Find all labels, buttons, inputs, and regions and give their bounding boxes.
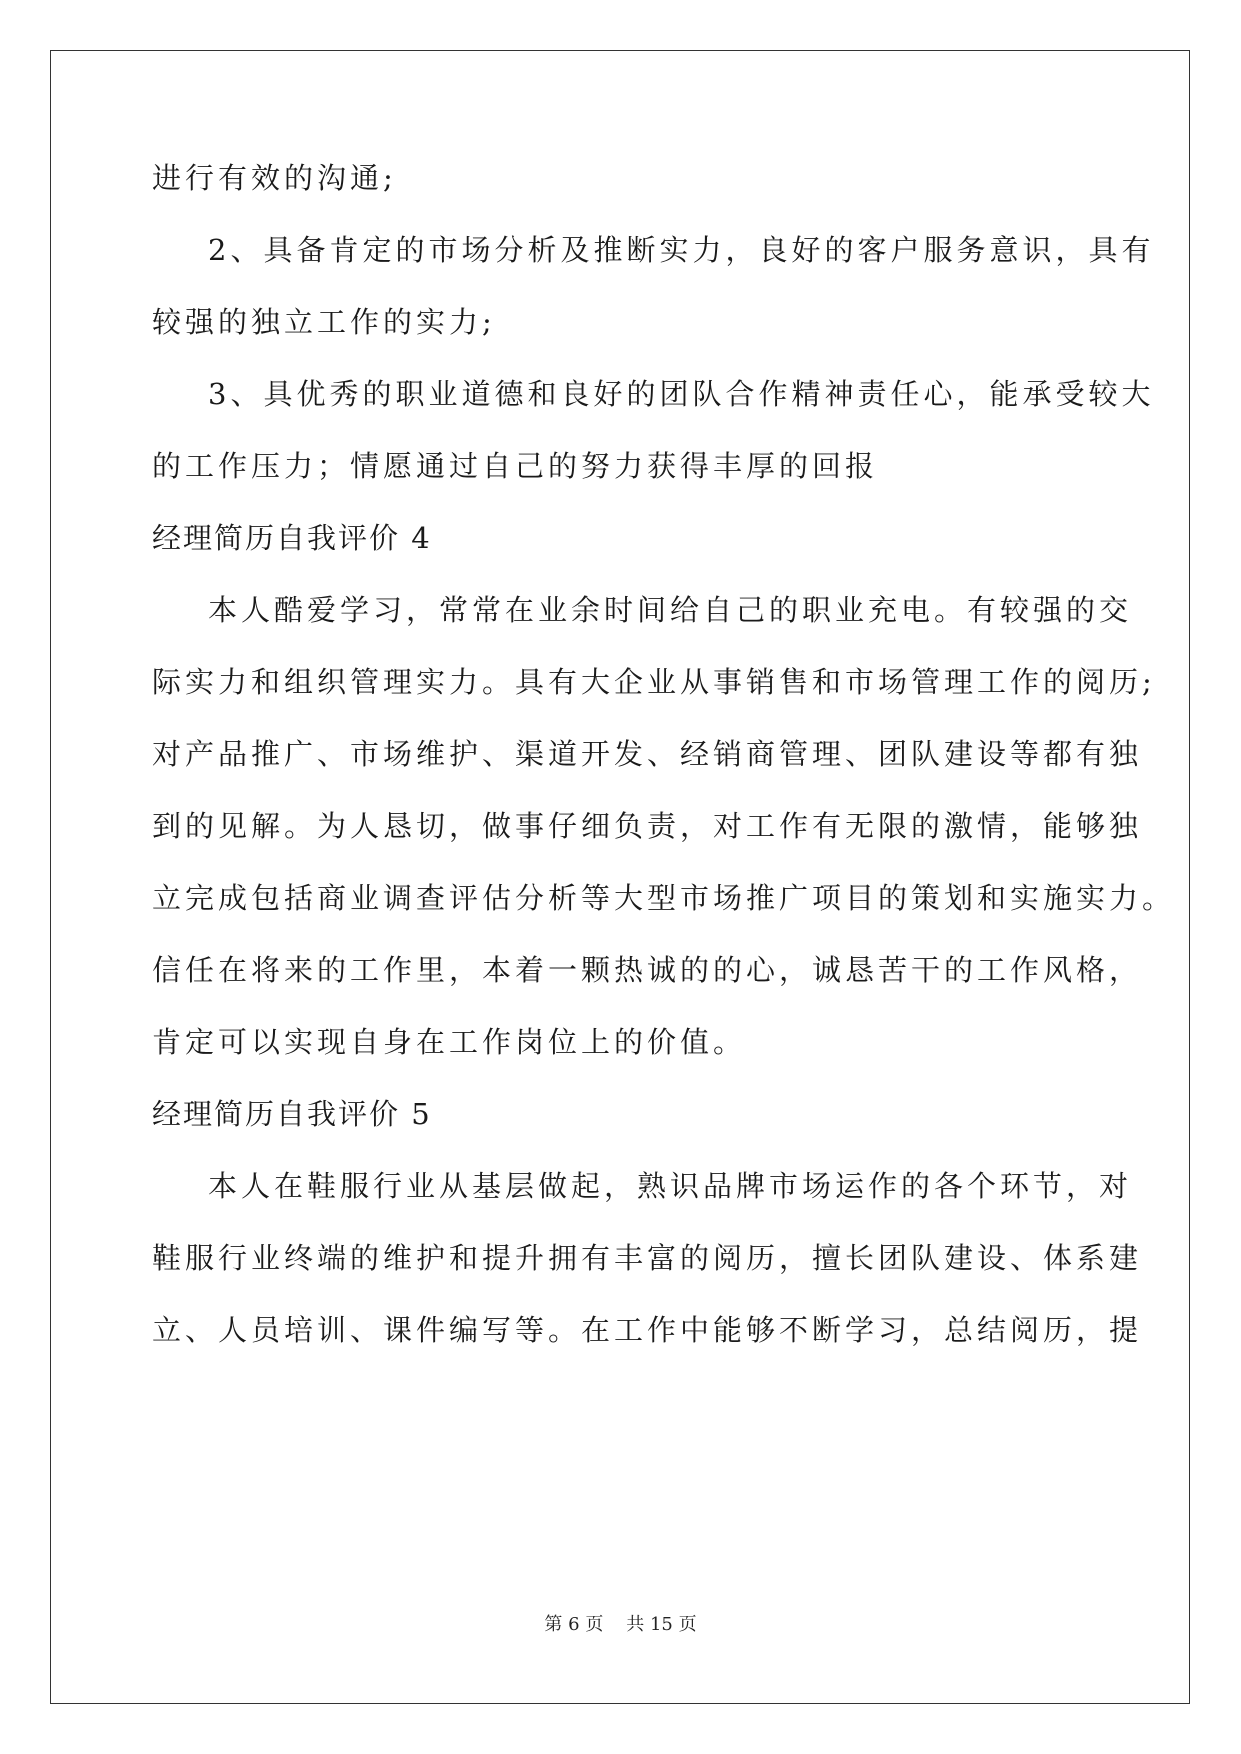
page-border (50, 50, 1190, 1704)
text-line: 际实力和组织管理实力。具有大企业从事销售和市场管理工作的阅历; (152, 665, 1156, 699)
text-line: 2、具备肯定的市场分析及推断实力，良好的客户服务意识，具有 (208, 233, 1155, 267)
page-number: 第 6 页 (544, 1614, 604, 1635)
section-heading: 经理简历自我评价 4 (152, 521, 432, 555)
section-heading: 经理简历自我评价 5 (152, 1097, 432, 1131)
text-line: 鞋服行业终端的维护和提升拥有丰富的阅历，擅长团队建设、体系建 (152, 1241, 1143, 1275)
page-footer (0, 1610, 1241, 1636)
text-line: 进行有效的沟通; (152, 161, 397, 195)
text-line: 信任在将来的工作里，本着一颗热诚的的心，诚恳苦干的工作风格， (152, 953, 1143, 987)
text-line: 对产品推广、市场维护、渠道开发、经销商管理、团队建设等都有独 (152, 737, 1143, 771)
text-line: 3、具优秀的职业道德和良好的团队合作精神责任心，能承受较大 (208, 377, 1155, 411)
text-line: 的工作压力；情愿通过自己的努力获得丰厚的回报 (152, 449, 879, 483)
text-line: 肯定可以实现自身在工作岗位上的价值。 (152, 1025, 747, 1059)
page-total: 共 15 页 (626, 1614, 697, 1635)
text-line: 到的见解。为人恳切，做事仔细负责，对工作有无限的激情，能够独 (152, 809, 1143, 843)
text-line: 较强的独立工作的实力; (152, 305, 496, 339)
text-line: 立完成包括商业调查评估分析等大型市场推广项目的策划和实施实力。 (152, 881, 1176, 915)
text-line: 立、人员培训、课件编写等。在工作中能够不断学习，总结阅历，提 (152, 1313, 1143, 1347)
text-line: 本人酷爱学习，常常在业余时间给自己的职业充电。有较强的交 (208, 593, 1133, 627)
text-line: 本人在鞋服行业从基层做起，熟识品牌市场运作的各个环节，对 (208, 1169, 1133, 1203)
